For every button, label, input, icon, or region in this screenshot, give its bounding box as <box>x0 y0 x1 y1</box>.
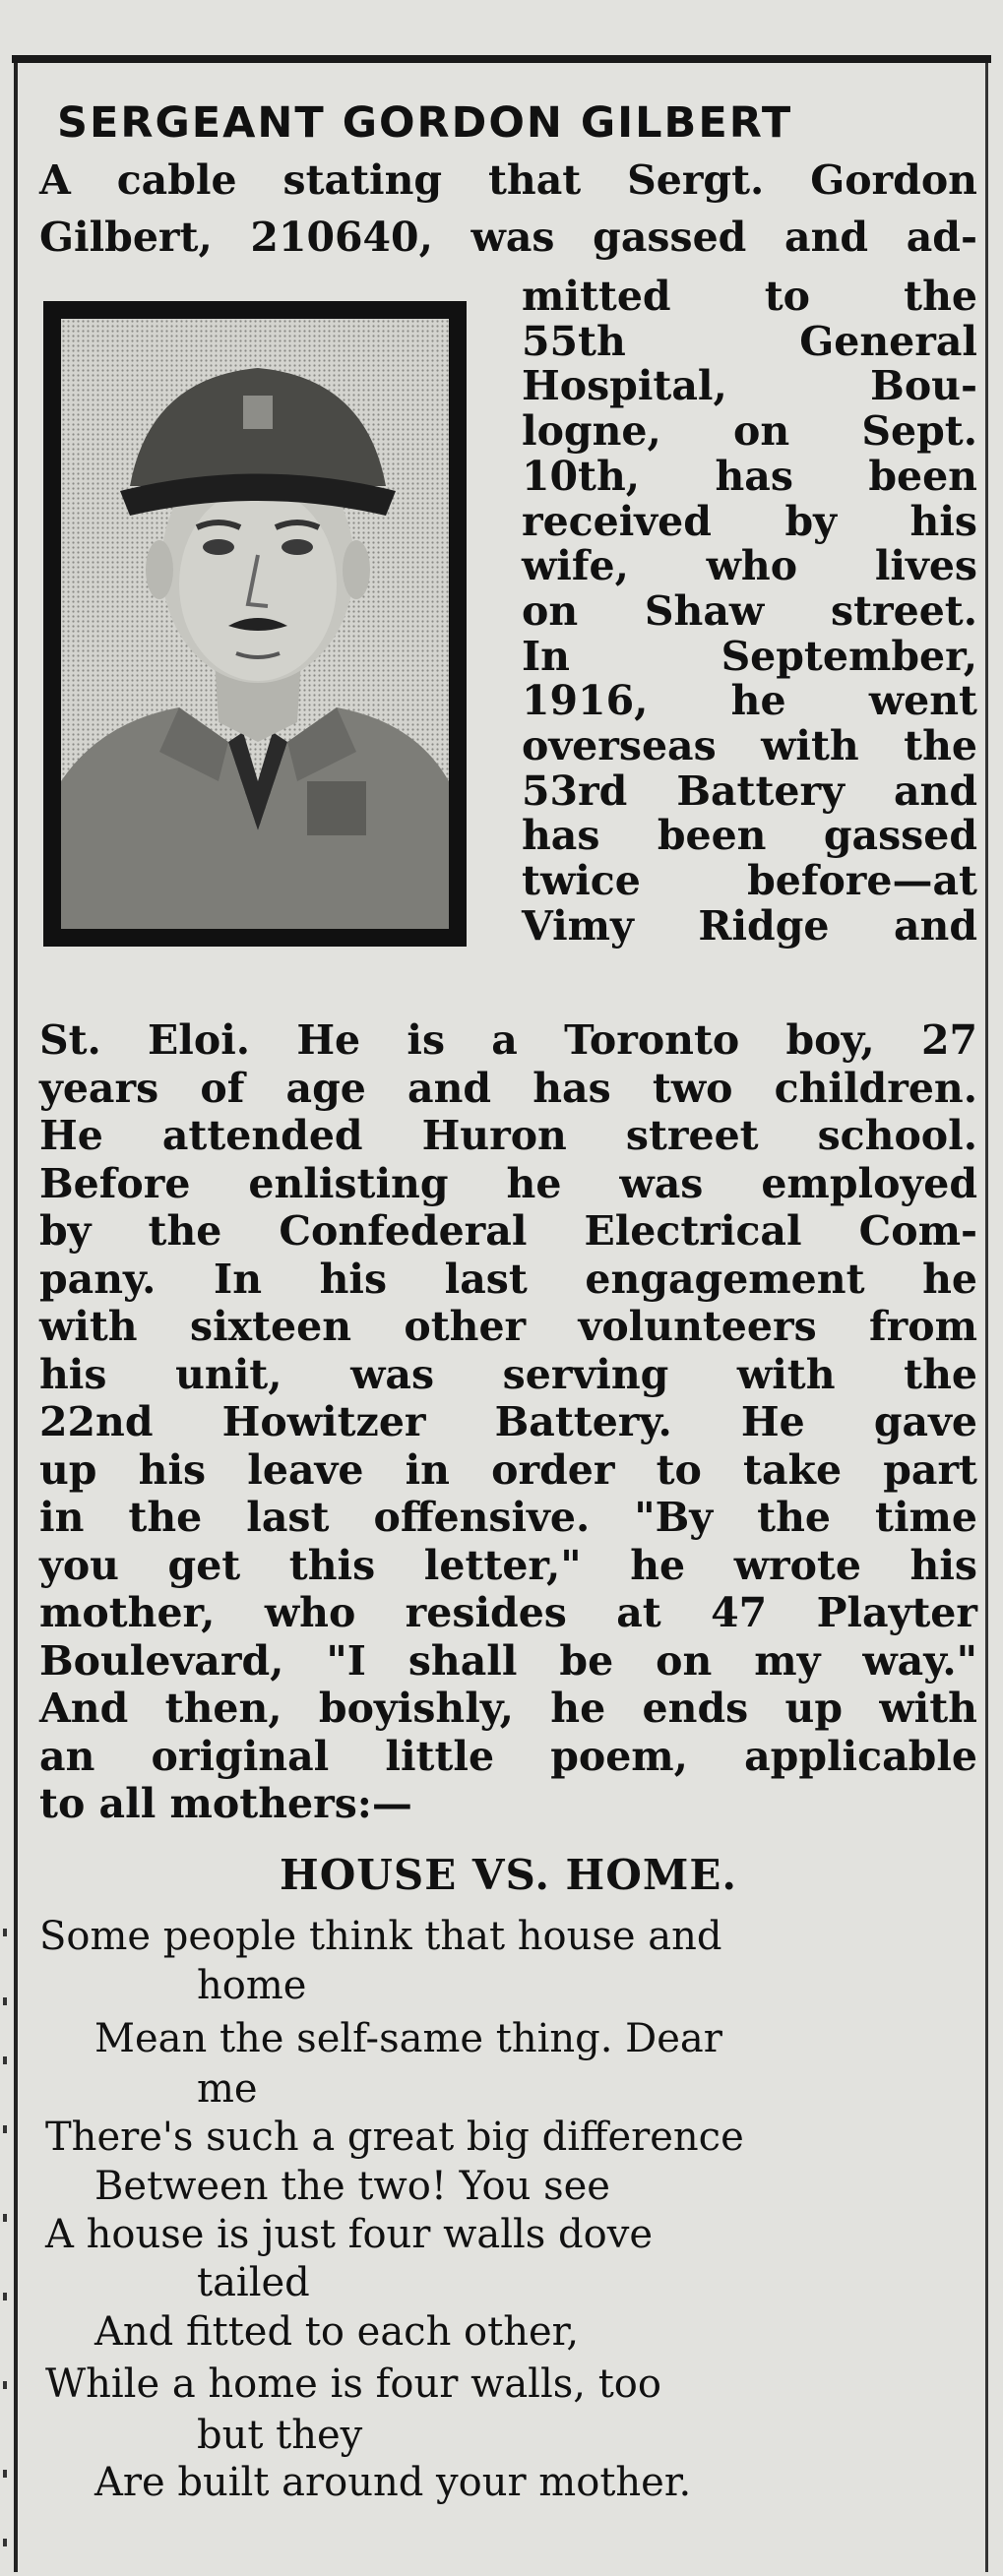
text-line: And then, boyishly, he ends up with <box>39 1685 977 1732</box>
text-line: to all mothers:— <box>39 1780 412 1827</box>
left-border-rule <box>14 63 18 2572</box>
poem-line: Mean the self-same thing. Dear <box>94 2016 722 2061</box>
text-line: pany. In his last engagement he <box>39 1255 977 1303</box>
poem-line: home <box>197 1963 307 2008</box>
text-line: you get this letter," he wrote his <box>39 1541 977 1589</box>
text-line: wife, who lives <box>522 542 977 590</box>
poem-line: me <box>197 2066 258 2112</box>
text-line: 22nd Howitzer Battery. He gave <box>39 1398 977 1445</box>
poem-line: And fitted to each other, <box>94 2309 580 2355</box>
text-line: up his leave in order to take part <box>39 1445 977 1494</box>
text-line: by the Confederal Electrical Com- <box>39 1207 977 1255</box>
text-line: Before enlisting he was employed <box>39 1159 977 1207</box>
poem-line: Are built around your mother. <box>94 2460 692 2505</box>
headline: SERGEANT GORDON GILBERT <box>57 98 793 148</box>
poem-title: HOUSE VS. HOME. <box>280 1851 737 1899</box>
text-line: mitted to the <box>522 273 977 320</box>
text-line: with sixteen other volunteers from <box>39 1303 977 1350</box>
text-line: mother, who resides at 47 Playter <box>39 1589 977 1636</box>
portrait-image <box>61 319 449 929</box>
poem-line: but they <box>197 2413 363 2458</box>
text-line: In September, <box>522 632 977 680</box>
poem-line: While a home is four walls, too <box>45 2361 661 2407</box>
portrait-photo <box>43 301 467 947</box>
text-line: years of age and has two children. <box>39 1064 977 1112</box>
text-line: on Shaw street. <box>522 586 977 635</box>
text-line: 55th General <box>522 317 977 365</box>
text-line: an original little poem, applicable <box>39 1732 977 1780</box>
poem-line: A house is just four walls dove <box>45 2212 653 2257</box>
text-line: Vimy Ridge and <box>522 901 977 950</box>
text-line: 1916, he went <box>522 677 977 725</box>
article <box>39 79 979 2568</box>
text-line: He attended Huron street school. <box>39 1112 977 1159</box>
poem-line: Some people think that house and <box>39 1914 722 1959</box>
text-line: logne, on Sept. <box>522 407 977 456</box>
text-line: in the last offensive. "By the time <box>39 1494 977 1541</box>
text-line: St. Eloi. He is a Toronto boy, 27 <box>39 1016 977 1064</box>
poem-line: Between the two! You see <box>94 2164 610 2209</box>
text-line: Gilbert, 210640, was gassed and ad- <box>39 214 977 261</box>
text-line: 10th, has been <box>522 452 977 500</box>
text-line: his unit, was serving with the <box>39 1350 977 1398</box>
poem-line: tailed <box>197 2260 310 2305</box>
text-line: twice before—at <box>522 857 977 905</box>
soldier-portrait-icon <box>61 319 449 929</box>
text-line: Boulevard, "I shall be on my way." <box>39 1636 977 1685</box>
text-line: Hospital, Bou- <box>522 362 977 410</box>
right-border-rule <box>985 63 988 2572</box>
text-line: has been gassed <box>522 812 977 860</box>
top-border-rule <box>12 55 991 63</box>
text-line: 53rd Battery and <box>522 767 977 815</box>
text-line: overseas with the <box>522 722 977 769</box>
text-line: received by his <box>522 497 977 545</box>
margin-specks <box>0 1919 12 2558</box>
text-line: A cable stating that Sergt. Gordon <box>39 156 977 204</box>
poem-line: There's such a great big difference <box>45 2115 744 2160</box>
